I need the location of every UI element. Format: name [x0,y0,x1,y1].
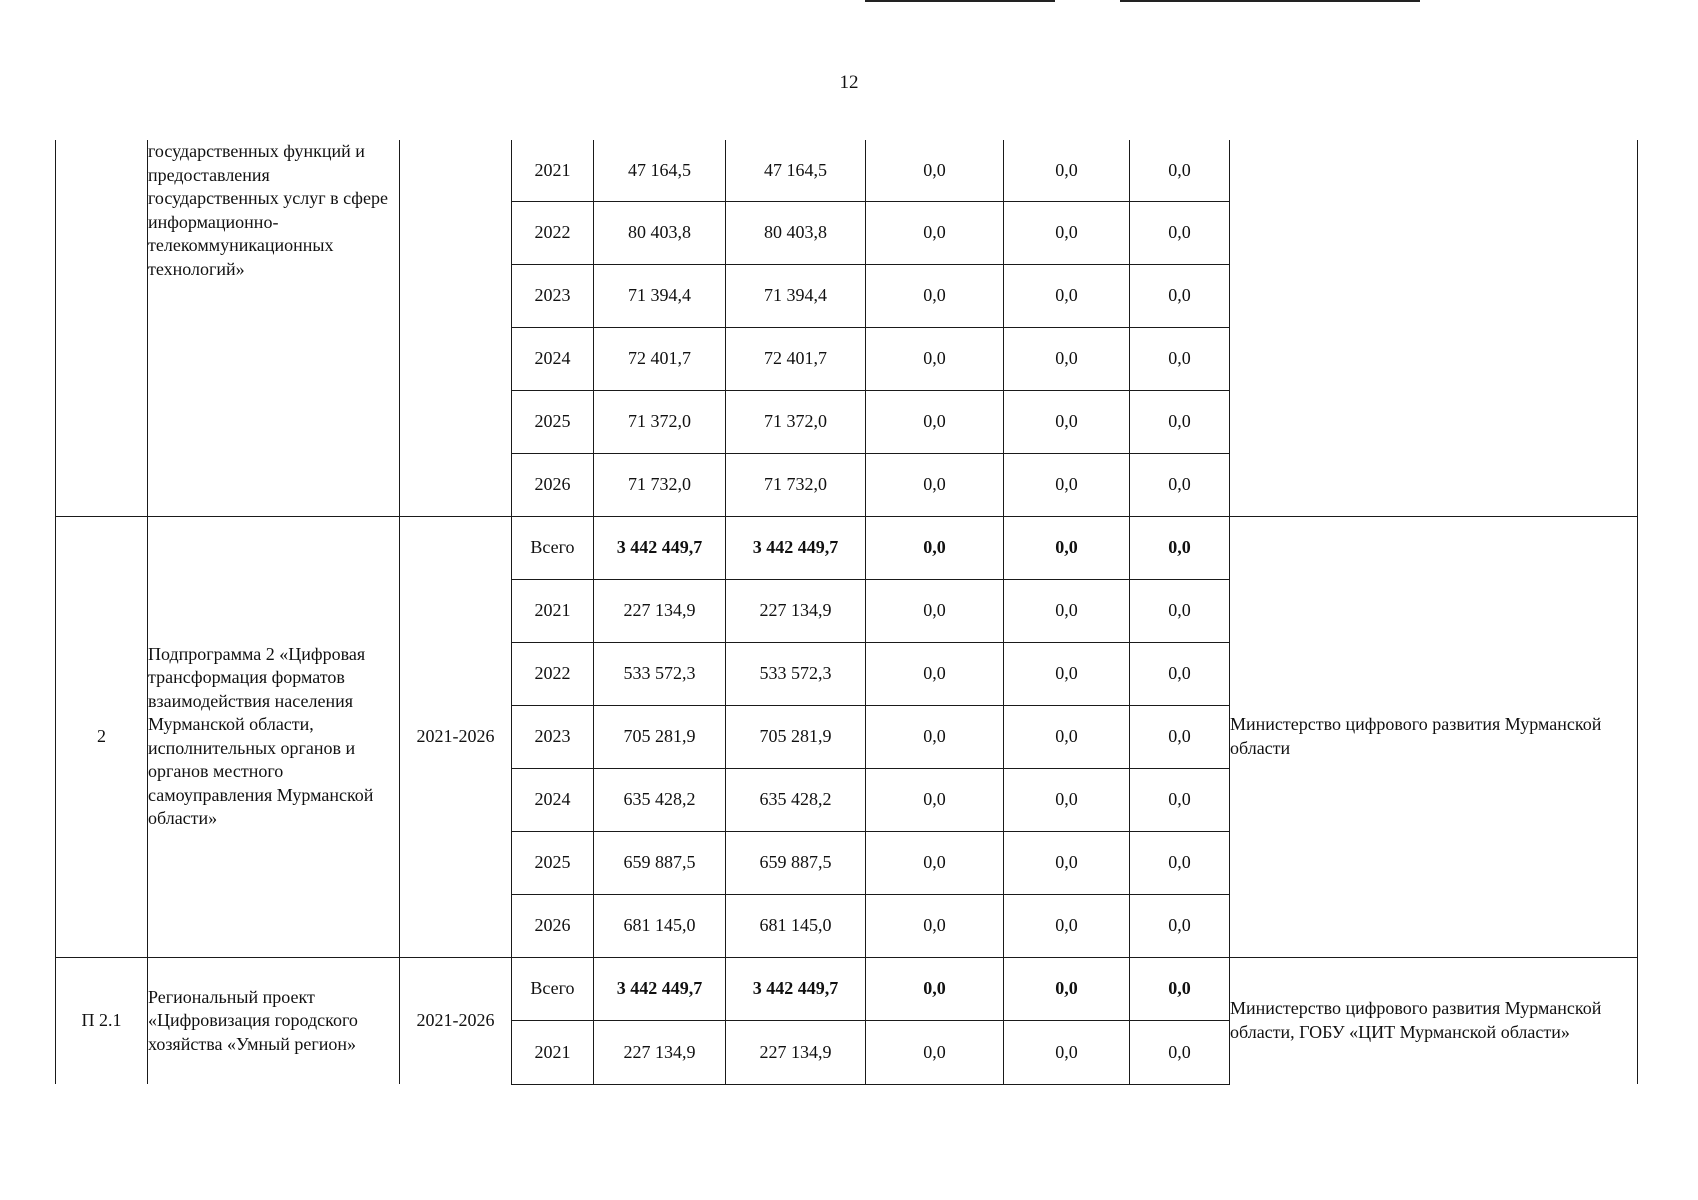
total-cell: 227 134,9 [594,1020,726,1084]
total-cell: 3 442 449,7 [594,516,726,579]
regional-budget-cell: 705 281,9 [726,705,866,768]
year-cell: 2023 [512,264,594,327]
municipal-budget-cell: 0,0 [1004,516,1130,579]
federal-budget-cell: 0,0 [866,894,1004,957]
total-cell: 681 145,0 [594,894,726,957]
municipal-budget-cell: 0,0 [1004,705,1130,768]
municipal-budget-cell: 0,0 [1004,453,1130,516]
federal-budget-cell: 0,0 [866,264,1004,327]
federal-budget-cell: 0,0 [866,453,1004,516]
executor [1230,140,1638,516]
municipal-budget-cell: 0,0 [1004,201,1130,264]
total-cell: 80 403,8 [594,201,726,264]
other-sources-cell: 0,0 [1130,1020,1230,1084]
regional-budget-cell: 3 442 449,7 [726,957,866,1020]
other-sources-cell: 0,0 [1130,579,1230,642]
regional-budget-cell: 659 887,5 [726,831,866,894]
total-cell: 71 372,0 [594,390,726,453]
program-name: государственных функций и предоставления государственных услуг в сфере информационно-телекоммуникационных технологий» [148,140,400,516]
municipal-budget-cell: 0,0 [1004,140,1130,201]
federal-budget-cell: 0,0 [866,201,1004,264]
federal-budget-cell: 0,0 [866,390,1004,453]
federal-budget-cell: 0,0 [866,705,1004,768]
other-sources-cell: 0,0 [1130,140,1230,201]
year-cell: 2024 [512,327,594,390]
executor: Министерство цифрового развития Мурманской области [1230,516,1638,957]
total-cell: 533 572,3 [594,642,726,705]
other-sources-cell: 0,0 [1130,831,1230,894]
municipal-budget-cell: 0,0 [1004,957,1130,1020]
regional-budget-cell: 3 442 449,7 [726,516,866,579]
federal-budget-cell: 0,0 [866,140,1004,201]
municipal-budget-cell: 0,0 [1004,390,1130,453]
year-cell: 2021 [512,1020,594,1084]
year-cell: 2022 [512,642,594,705]
municipal-budget-cell: 0,0 [1004,768,1130,831]
row-number [56,140,148,516]
year-cell: 2024 [512,768,594,831]
total-cell: 659 887,5 [594,831,726,894]
federal-budget-cell: 0,0 [866,1020,1004,1084]
federal-budget-cell: 0,0 [866,768,1004,831]
regional-budget-cell: 72 401,7 [726,327,866,390]
federal-budget-cell: 0,0 [866,516,1004,579]
other-sources-cell: 0,0 [1130,705,1230,768]
regional-budget-cell: 635 428,2 [726,768,866,831]
page-number: 12 [839,72,859,93]
table-row [56,140,1638,201]
period [400,140,512,516]
regional-budget-cell: 71 372,0 [726,390,866,453]
municipal-budget-cell: 0,0 [1004,327,1130,390]
federal-budget-cell: 0,0 [866,831,1004,894]
federal-budget-cell: 0,0 [866,957,1004,1020]
row-number: П 2.1 [56,957,148,1084]
total-cell: 227 134,9 [594,579,726,642]
total-cell: 635 428,2 [594,768,726,831]
municipal-budget-cell: 0,0 [1004,831,1130,894]
year-cell: 2025 [512,831,594,894]
other-sources-cell: 0,0 [1130,642,1230,705]
total-cell: 3 442 449,7 [594,957,726,1020]
total-cell: 72 401,7 [594,327,726,390]
municipal-budget-cell: 0,0 [1004,642,1130,705]
year-cell: 2023 [512,705,594,768]
municipal-budget-cell: 0,0 [1004,1020,1130,1084]
regional-budget-cell: 71 394,4 [726,264,866,327]
other-sources-cell: 0,0 [1130,201,1230,264]
municipal-budget-cell: 0,0 [1004,579,1130,642]
scan-mark-1 [865,0,1055,2]
program-name: Региональный проект «Цифровизация городского хозяйства «Умный регион» [148,957,400,1084]
total-cell: 71 732,0 [594,453,726,516]
year-cell: 2025 [512,390,594,453]
period: 2021-2026 [400,957,512,1084]
year-cell: 2021 [512,579,594,642]
year-cell: Всего [512,516,594,579]
regional-budget-cell: 80 403,8 [726,201,866,264]
other-sources-cell: 0,0 [1130,894,1230,957]
executor: Министерство цифрового развития Мурманской области, ГОБУ «ЦИТ Мурманской области» [1230,957,1638,1084]
other-sources-cell: 0,0 [1130,516,1230,579]
municipal-budget-cell: 0,0 [1004,264,1130,327]
regional-budget-cell: 47 164,5 [726,140,866,201]
federal-budget-cell: 0,0 [866,642,1004,705]
year-cell: 2026 [512,453,594,516]
regional-budget-cell: 533 572,3 [726,642,866,705]
budget-table [55,140,1638,1085]
regional-budget-cell: 71 732,0 [726,453,866,516]
total-cell: 705 281,9 [594,705,726,768]
federal-budget-cell: 0,0 [866,327,1004,390]
total-cell: 71 394,4 [594,264,726,327]
row-number: 2 [56,516,148,957]
other-sources-cell: 0,0 [1130,390,1230,453]
year-cell: Всего [512,957,594,1020]
period: 2021-2026 [400,516,512,957]
other-sources-cell: 0,0 [1130,264,1230,327]
federal-budget-cell: 0,0 [866,579,1004,642]
other-sources-cell: 0,0 [1130,327,1230,390]
table-row [56,957,1638,1020]
other-sources-cell: 0,0 [1130,957,1230,1020]
program-name: Подпрограмма 2 «Цифровая трансформация форматов взаимодействия населения Мурманской области, исполнительных органов и органов местного самоуправления Мурманской области» [148,516,400,957]
year-cell: 2022 [512,201,594,264]
total-cell: 47 164,5 [594,140,726,201]
year-cell: 2021 [512,140,594,201]
municipal-budget-cell: 0,0 [1004,894,1130,957]
other-sources-cell: 0,0 [1130,453,1230,516]
regional-budget-cell: 227 134,9 [726,579,866,642]
regional-budget-cell: 227 134,9 [726,1020,866,1084]
year-cell: 2026 [512,894,594,957]
scan-mark-2 [1120,0,1420,2]
regional-budget-cell: 681 145,0 [726,894,866,957]
table-row [56,516,1638,579]
other-sources-cell: 0,0 [1130,768,1230,831]
